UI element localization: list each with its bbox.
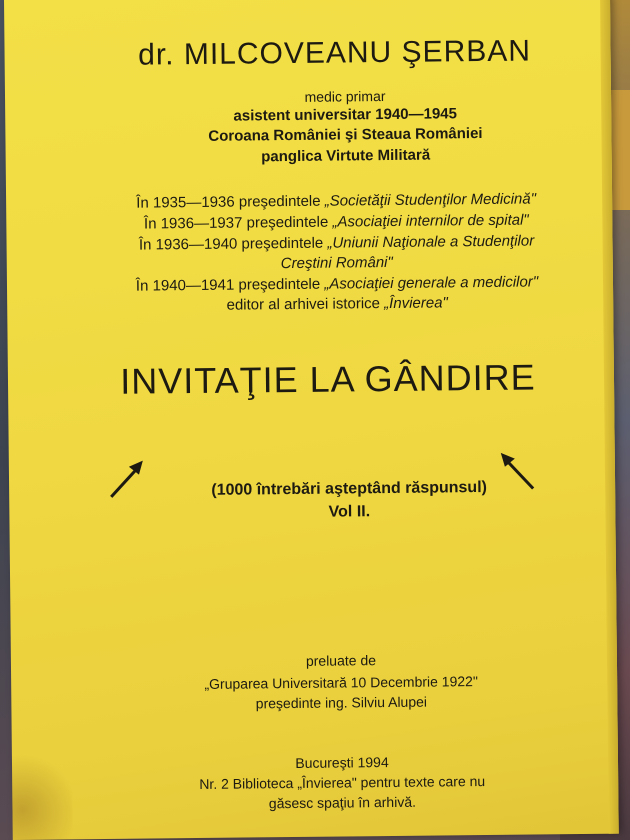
position-organization: „Societăţii Studenţilor Medicină" <box>324 190 537 210</box>
position-line <box>56 232 616 255</box>
author-role: medic primar <box>304 88 386 105</box>
organization-president: preşedinte ing. Silviu Alupei <box>255 693 428 712</box>
position-years: În 1940—1941 preşedintele <box>135 275 325 295</box>
credential-line-2: Coroana României şi Steaua României <box>208 124 483 145</box>
volume-label: Vol II. <box>328 503 371 521</box>
book-subtitle: (1000 întrebări aşteptând răspunsul) <box>211 478 488 499</box>
position-years: În 1936—1937 preşedintele <box>143 213 333 233</box>
position-line <box>57 273 617 296</box>
series-line-1: Nr. 2 Biblioteca „Învierea" pentru texte care nu <box>199 773 486 792</box>
position-line <box>57 293 617 316</box>
position-organization: Creştini Români" <box>280 253 393 273</box>
credential-line-1: asistent universitar 1940—1945 <box>233 105 458 125</box>
series-line-2: găsesc spaţiu în arhivă. <box>268 793 417 812</box>
book-title: INVITAŢIE LA GÂNDIRE <box>120 356 536 402</box>
organization-name: „Gruparea Universitară 10 Decembrie 1922" <box>204 673 478 692</box>
position-years: În 1936—1940 preşedintele <box>138 234 328 254</box>
position-years: În 1935—1936 preşedintele <box>136 192 325 212</box>
position-line <box>56 211 616 234</box>
position-organization: „Asociaţiei internilor de spital" <box>332 211 529 231</box>
cover-text <box>4 0 613 840</box>
position-organization: „Asociaţiei generale a medicilor" <box>324 273 539 293</box>
place-year: Bucureşti 1994 <box>295 754 389 771</box>
book-cover <box>4 0 619 840</box>
credential-line-3: panglica Virtute Militară <box>261 146 431 166</box>
taken-from-label: preluate de <box>305 652 377 669</box>
position-organization: „Învierea" <box>384 294 448 313</box>
position-years: editor al arhivei istorice <box>226 295 385 314</box>
author-name: dr. MILCOVEANU ŞERBAN <box>138 34 532 72</box>
position-line <box>56 190 616 213</box>
position-organization: „Uniunii Naţionale a Studenţilor <box>327 232 535 252</box>
position-line <box>57 252 617 275</box>
